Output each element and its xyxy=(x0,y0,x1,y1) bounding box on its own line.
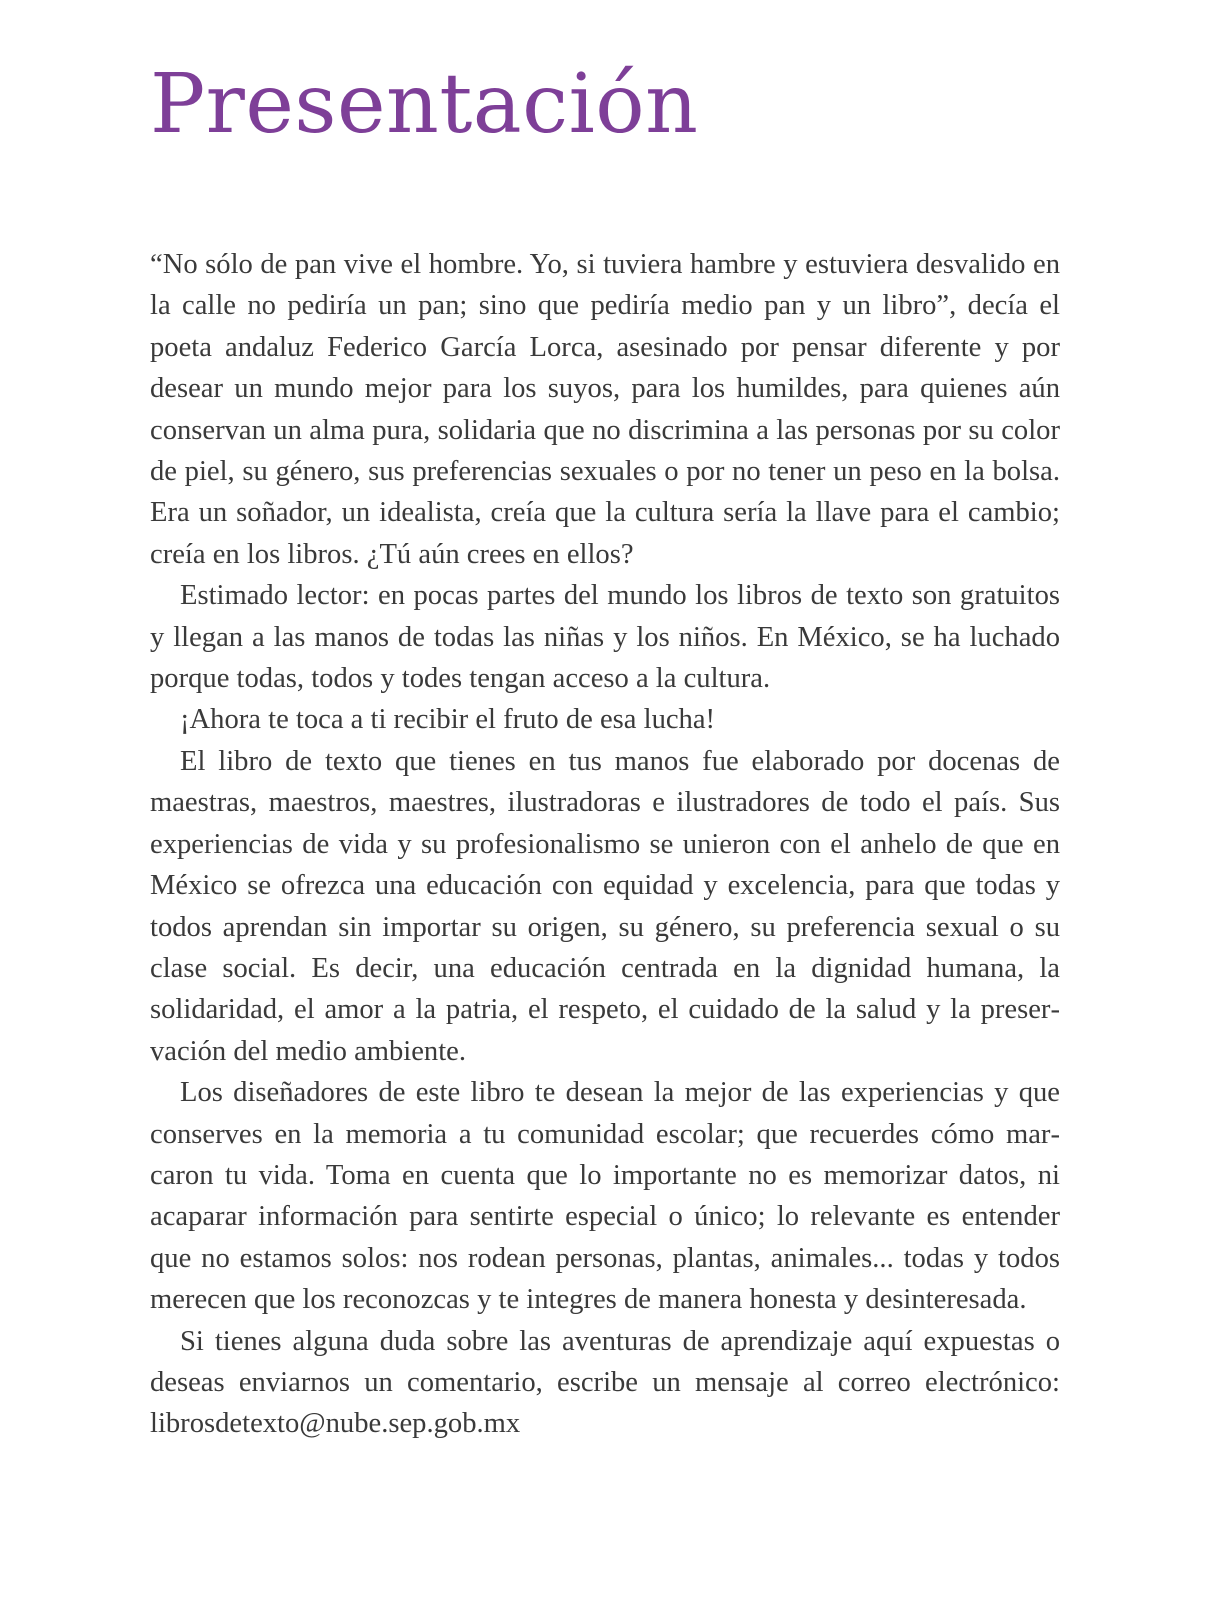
paragraph-textbook-authors: El libro de texto que tienes en tus manos fue elaborado por docenas de maestras, maestros, maestres, ilustradoras e ilustradores de todo el país. Sus experiencias de vida y su profesionalismo se unieron con el anhelo de que en México se ofrezca una educación con equidad y excelencia, para que todas y todos aprendan sin importar su origen, su género, su preferencia sexual o su clase social. Es decir, una educación centrada en la dignidad humana, la solidaridad, el amor a la patria, el respeto, el cuidado de la salud y la preservación del medio ambiente. xyxy=(150,745,1060,1067)
paragraph-dear-reader: Estimado lector: en pocas partes del mundo los libros de texto son gratuitos y llegan a las manos de todas las niñas y los niños. En México, se ha luchado porque todas, todos y todes tengan acceso a la cultura. xyxy=(150,580,1060,695)
paragraph-lorca-quote: “No sólo de pan vive el hombre. Yo, si tuviera hambre y estuviera desvalido en la calle no pediría un pan; sino que pediría medio pan y un libro”, decía el poeta andaluz Federico García Lorca, asesinado por pensar diferente y por desear un mundo mejor para los suyos, para los humildes, para quienes aún conservan un alma pura, solidaria que no discrimina a las personas por su color de piel, su género, sus preferencias sexuales o por no tener un peso en la bolsa. Era un soñador, un idealista, creía que la cultura sería la llave para el cambio; creía en los libros. ¿Tú aún crees en ellos? xyxy=(150,249,1060,570)
paragraph-your-turn: ¡Ahora te toca a ti recibir el fruto de esa lucha! xyxy=(180,704,716,736)
email-link[interactable]: librosdetexto@nube.sep.gob.mx xyxy=(150,1408,521,1440)
contact-text: Si tienes alguna duda sobre las aventuras de aprendizaje aquí expuestas o deseas enviarnos un comentario, escribe un mensaje al correo electrónico: xyxy=(150,1325,1060,1398)
page-title: Presentación xyxy=(150,57,699,152)
paragraph-contact xyxy=(150,1321,1060,1445)
presentation-body xyxy=(150,244,1060,1445)
paragraph-designers: Los diseñadores de este libro te desean la mejor de las experiencias y que conserves en la memoria a tu comunidad escolar; que recuerdes cómo marcaron tu vida. Toma en cuenta que lo importante no es memorizar datos, ni acaparar información para sentirte especial o único; lo relevante es entender que no estamos solos: nos rodean personas, plantas, animales... todas y todos merecen que los reconozcas y te integres de manera honesta y desinteresada. xyxy=(150,1077,1060,1316)
